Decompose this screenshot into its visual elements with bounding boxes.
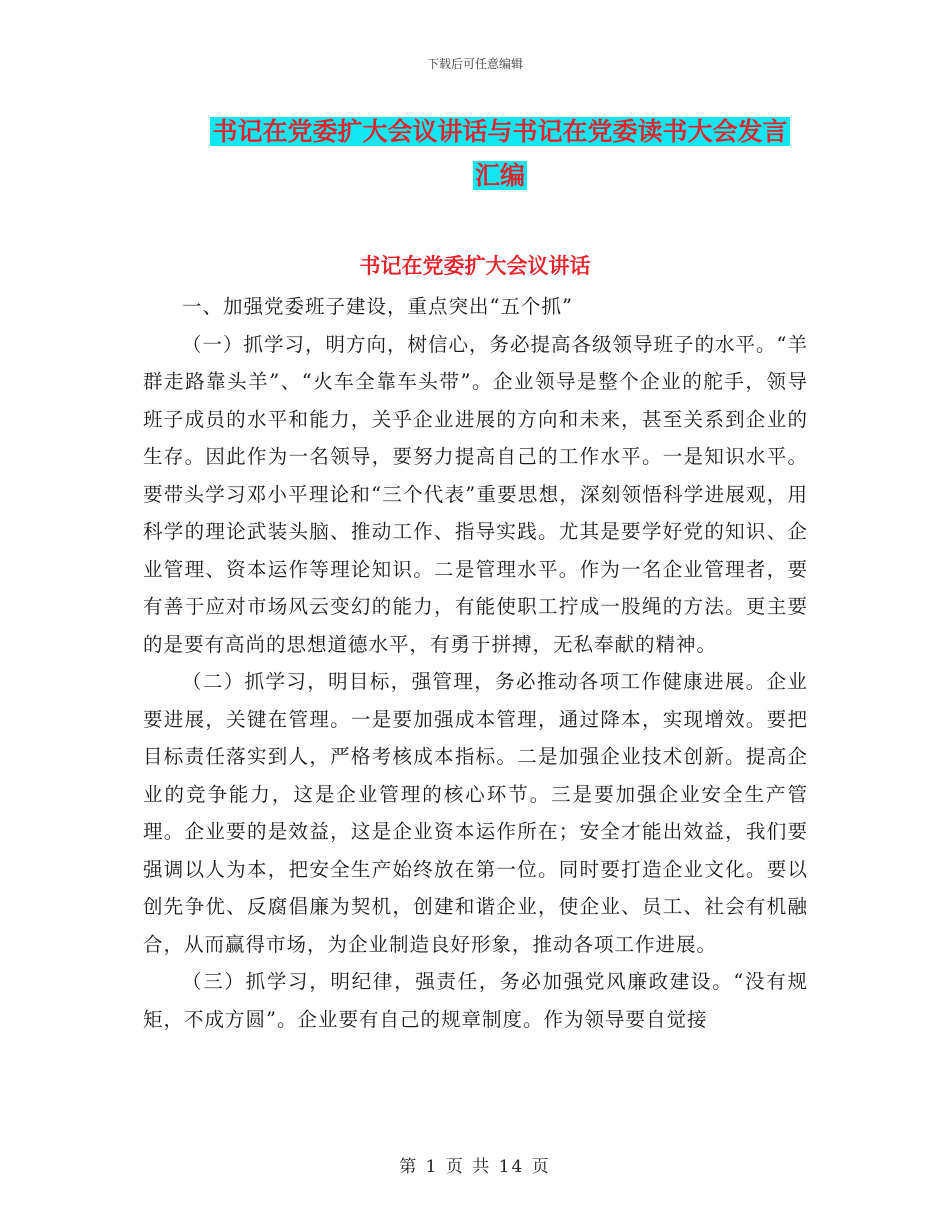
document-title-line-1: 书记在党委扩大会议讲话与书记在党委读书大会发言: [212, 117, 788, 146]
document-body: [143, 288, 808, 1038]
paragraph: （三）抓学习，明纪律，强责任，务必加强党风廉政建设。“没有规矩，不成方圆”。企业要有自己的规章制度。作为领导要自觉接: [143, 970, 808, 1031]
document-title-line-2: 汇编: [474, 161, 525, 190]
paragraph-heading: 一、加强党委班子建设，重点突出“五个抓”: [182, 295, 573, 318]
paragraph: （二）抓学习，明目标，强管理，务必推动各项工作健康进展。企业要进展，关键在管理。一是要加强成本管理，通过降本，实现增效。要把目标责任落实到人，严格考核成本指标。二是加强企业技术创新。提高企业的竞争能力，这是企业管理的核心环节。三是要加强企业安全生产管理。企业要的是效益，这是企业资本运作所在；安全才能出效益，我们要强调以人为本，把安全生产始终放在第一位。同时要打造企业文化。要以创先争优、反腐倡廉为契机，创建和谐企业，使企业、员工、社会有机融合，从而赢得市场，为企业制造良好形象，推动各项工作进展。: [143, 670, 808, 956]
header-note: 下载后可任意编辑: [426, 57, 523, 71]
paragraph: （一）抓学习，明方向，树信心，务必提高各级领导班子的水平。“羊群走路靠头羊”、“火车全靠车头带”。企业领导是整个企业的舵手，领导班子成员的水平和能力，关乎企业进展的方向和未来，甚至关系到企业的生存。因此作为一名领导，要努力提高自己的工作水平。一是知识水平。要带头学习邓小平理论和“三个代表”重要思想，深刻领悟科学进展观，用科学的理论武装头脑、推动工作、指导实践。尤其是要学好党的知识、企业管理、资本运作等理论知识。二是管理水平。作为一名企业管理者，要有善于应对市场风云变幻的能力，有能使职工拧成一股绳的方法。更主要的是要有高尚的思想道德水平，有勇于拼搏，无私奉献的精神。: [143, 332, 808, 656]
document-title: [190, 110, 810, 198]
page-footer: 第 1 页 共 14 页: [399, 1157, 551, 1177]
section-title: 书记在党委扩大会议讲话: [359, 253, 591, 278]
